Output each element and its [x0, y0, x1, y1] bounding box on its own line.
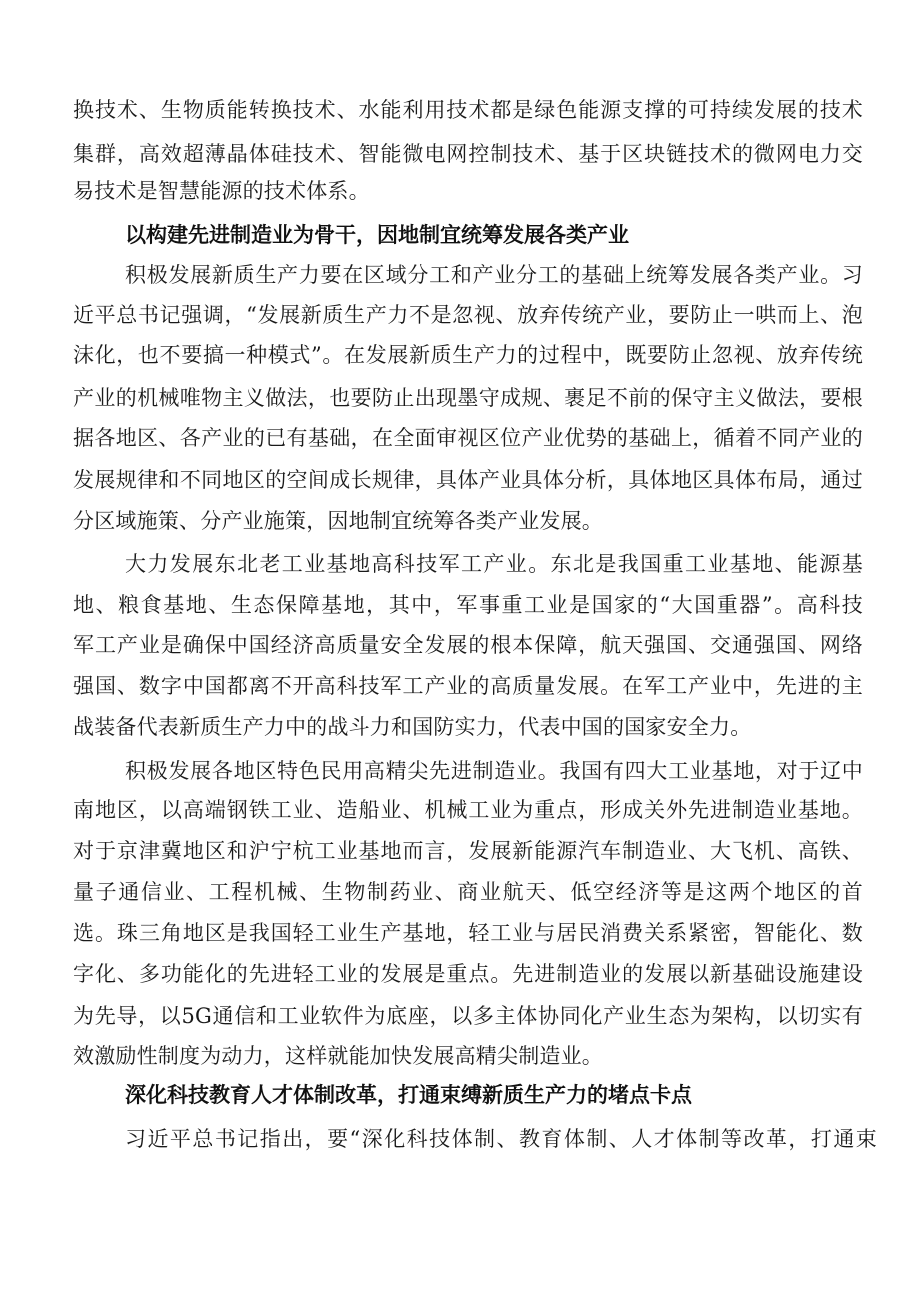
- s1-p2-line-1: 大力发展东北老工业基地高科技军工产业。东北是我国重工业基地、能源基: [125, 552, 863, 576]
- s1-p3-line-7: 为先导，以5G通信和工业软件为底座，以多主体协同化产业生态为架构，以切实有: [73, 1004, 863, 1028]
- s1-p3-line-2: 南地区，以高端钢铁工业、造船业、机械工业为重点，形成关外先进制造业基地。: [73, 798, 863, 822]
- s1-p2-line-5: 战装备代表新质生产力中的战斗力和国防实力，代表中国的国家安全力。: [73, 715, 752, 739]
- s1-p3-line-5: 选。珠三角地区是我国轻工业生产基地，轻工业与居民消费关系紧密，智能化、数: [73, 921, 863, 945]
- s1-p1-line-6: 发展规律和不同地区的空间成长规律，具体产业具体分析，具体地区具体布局，通过: [73, 468, 863, 492]
- s1-p1-line-5: 据各地区、各产业的已有基础，在全面审视区位产业优势的基础上，循着不同产业的: [73, 426, 863, 450]
- section2-heading: 深化科技教育人才体制改革，打通束缚新质生产力的堵点卡点: [125, 1083, 692, 1107]
- s1-p3-line-3: 对于京津冀地区和沪宁杭工业基地而言，发展新能源汽车制造业、大飞机、高铁、: [73, 839, 863, 863]
- s1-p1-line-3: 沫化，也不要搞一种模式”。在发展新质生产力的过程中，既要防止忽视、放弃传统: [73, 343, 863, 367]
- intro-line-3: 易技术是智慧能源的技术体系。: [73, 179, 370, 203]
- s1-p1-line-2: 近平总书记强调，“发展新质生产力不是忽视、放弃传统产业，要防止一哄而上、泡: [73, 303, 863, 327]
- s1-p2-line-2: 地、粮食基地、生态保障基地，其中，军事重工业是国家的“大国重器”。高科技: [73, 593, 863, 617]
- s1-p1-line-1: 积极发展新质生产力要在区域分工和产业分工的基础上统筹发展各类产业。习: [125, 263, 863, 287]
- intro-line-1: 换技术、生物质能转换技术、水能利用技术都是绿色能源支撑的可持续发展的技术: [73, 98, 863, 122]
- section1-heading: 以构建先进制造业为骨干，因地制宜统筹发展各类产业: [125, 223, 629, 247]
- s1-p1-line-7: 分区域施策、分产业施策，因地制宜统筹各类产业发展。: [73, 509, 603, 533]
- s1-p3-line-8: 效激励性制度为动力，这样就能加快发展高精尖制造业。: [73, 1044, 603, 1068]
- s2-p1-line-1: 习近平总书记指出，要“深化科技体制、教育体制、人才体制等改革，打通束: [125, 1127, 877, 1151]
- intro-line-2: 集群，高效超薄晶体硅技术、智能微电网控制技术、基于区块链技术的微网电力交: [73, 142, 863, 166]
- s1-p2-line-3: 军工产业是确保中国经济高质量安全发展的根本保障，航天强国、交通强国、网络: [73, 633, 863, 657]
- s1-p3-line-4: 量子通信业、工程机械、生物制药业、商业航天、低空经济等是这两个地区的首: [73, 880, 863, 904]
- s1-p3-line-6: 字化、多功能化的先进轻工业的发展是重点。先进制造业的发展以新基础设施建设: [73, 962, 863, 986]
- s1-p2-line-4: 强国、数字中国都离不开高科技军工产业的高质量发展。在军工产业中，先进的主: [73, 674, 863, 698]
- s1-p3-line-1: 积极发展各地区特色民用高精尖先进制造业。我国有四大工业基地，对于辽中: [125, 759, 863, 783]
- s1-p1-line-4: 产业的机械唯物主义做法，也要防止出现墨守成规、裹足不前的保守主义做法，要根: [73, 386, 863, 410]
